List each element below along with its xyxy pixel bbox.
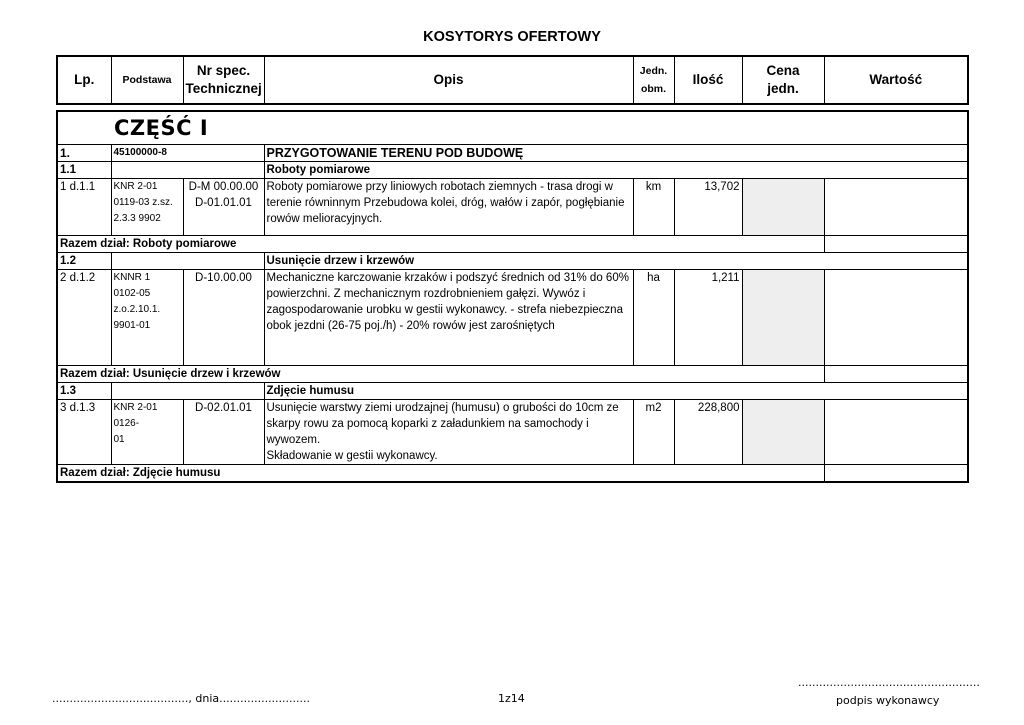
group-title: Zdjęcie humusu	[264, 383, 968, 400]
item-podstawa: KNR 2-01 0126- 01	[111, 400, 183, 465]
item-row	[57, 400, 968, 465]
item-qty: 1,211	[674, 270, 742, 366]
item-lp: 3 d.1.3	[57, 400, 111, 465]
item-value-cell	[824, 179, 968, 236]
group-total-value	[824, 366, 968, 383]
section-code: 45100000-8	[111, 145, 264, 162]
part-title: CZĘŚĆ I	[57, 111, 968, 145]
item-podstawa: KNR 2-01 0119-03 z.sz. 2.3.3 9902	[111, 179, 183, 236]
group-total-label: Razem dział: Zdjęcie humusu	[57, 465, 824, 483]
item-price-cell[interactable]	[742, 400, 824, 465]
document-title: KOSYTORYS OFERTOWY	[423, 29, 601, 45]
group-lp: 1.3	[57, 383, 111, 400]
group-total-label: Razem dział: Usunięcie drzew i krzewów	[57, 366, 824, 383]
group-total-row	[57, 366, 968, 383]
signature-dots: ....................................................	[798, 676, 980, 689]
item-value-cell	[824, 270, 968, 366]
group-total-value	[824, 236, 968, 253]
group-lp: 1.2	[57, 253, 111, 270]
item-unit: m2	[633, 400, 674, 465]
group-title: Roboty pomiarowe	[264, 162, 968, 179]
item-price-cell[interactable]	[742, 179, 824, 236]
header-wartosc: Wartość	[824, 56, 968, 104]
group-row	[57, 253, 968, 270]
group-total-label: Razem dział: Roboty pomiarowe	[57, 236, 824, 253]
group-total-row	[57, 465, 968, 483]
group-row	[57, 383, 968, 400]
item-row	[57, 270, 968, 366]
item-price-cell[interactable]	[742, 270, 824, 366]
group-row	[57, 162, 968, 179]
header-opis: Opis	[264, 56, 633, 104]
table-header	[56, 55, 969, 105]
item-value-cell	[824, 400, 968, 465]
group-total-row	[57, 236, 968, 253]
group-lp: 1.1	[57, 162, 111, 179]
page-number: 1z14	[498, 692, 525, 705]
date-line: ......................................., dnia..........................	[52, 692, 311, 705]
signature-label: podpis wykonawcy	[836, 694, 940, 707]
header-nr-spec: Nr spec. Technicznej	[183, 56, 264, 104]
part-row	[57, 111, 968, 145]
section-title: PRZYGOTOWANIE TERENU POD BUDOWĘ	[264, 145, 968, 162]
item-podstawa: KNNR 1 0102-05 z.o.2.10.1. 9901-01	[111, 270, 183, 366]
item-qty: 228,800	[674, 400, 742, 465]
item-spec: D-M 00.00.00 D-01.01.01	[183, 179, 264, 236]
section-lp: 1.	[57, 145, 111, 162]
item-opis: Mechaniczne karczowanie krzaków i podszyć średnich od 31% do 60% powierzchni. Z mechanicznym rozdrobnieniem gałęzi. Wywóz i zagospodarowanie urobku w gestii wykonawcy. - strefa niebezpieczna obok jezdni (26-75 poj./h) - 20% rowów jest zarośniętych	[264, 270, 633, 366]
item-opis: Roboty pomiarowe przy liniowych robotach ziemnych - trasa drogi w terenie równinnym Przebudowa kolei, dróg, wałów i zapór, pogłębianie rowów melioracyjnych.	[264, 179, 633, 236]
item-spec: D-02.01.01	[183, 400, 264, 465]
item-unit: km	[633, 179, 674, 236]
header-ilosc: Ilość	[674, 56, 742, 104]
item-spec: D-10.00.00	[183, 270, 264, 366]
item-lp: 2 d.1.2	[57, 270, 111, 366]
group-title: Usunięcie drzew i krzewów	[264, 253, 968, 270]
item-unit: ha	[633, 270, 674, 366]
group-total-value	[824, 465, 968, 483]
header-cena: Cena jedn.	[742, 56, 824, 104]
item-opis: Usunięcie warstwy ziemi urodzajnej (humusu) o grubości do 10cm ze skarpy rowu za pomocą koparki z załadunkiem na samochody i wywozem. Składowanie w gestii wykonawcy.	[264, 400, 633, 465]
header-lp: Lp.	[57, 56, 111, 104]
section-row	[57, 145, 968, 162]
header-podstawa: Podstawa	[111, 56, 183, 104]
item-qty: 13,702	[674, 179, 742, 236]
item-lp: 1 d.1.1	[57, 179, 111, 236]
header-jedn: Jedn. obm.	[633, 56, 674, 104]
item-row	[57, 179, 968, 236]
cost-table	[56, 110, 969, 483]
